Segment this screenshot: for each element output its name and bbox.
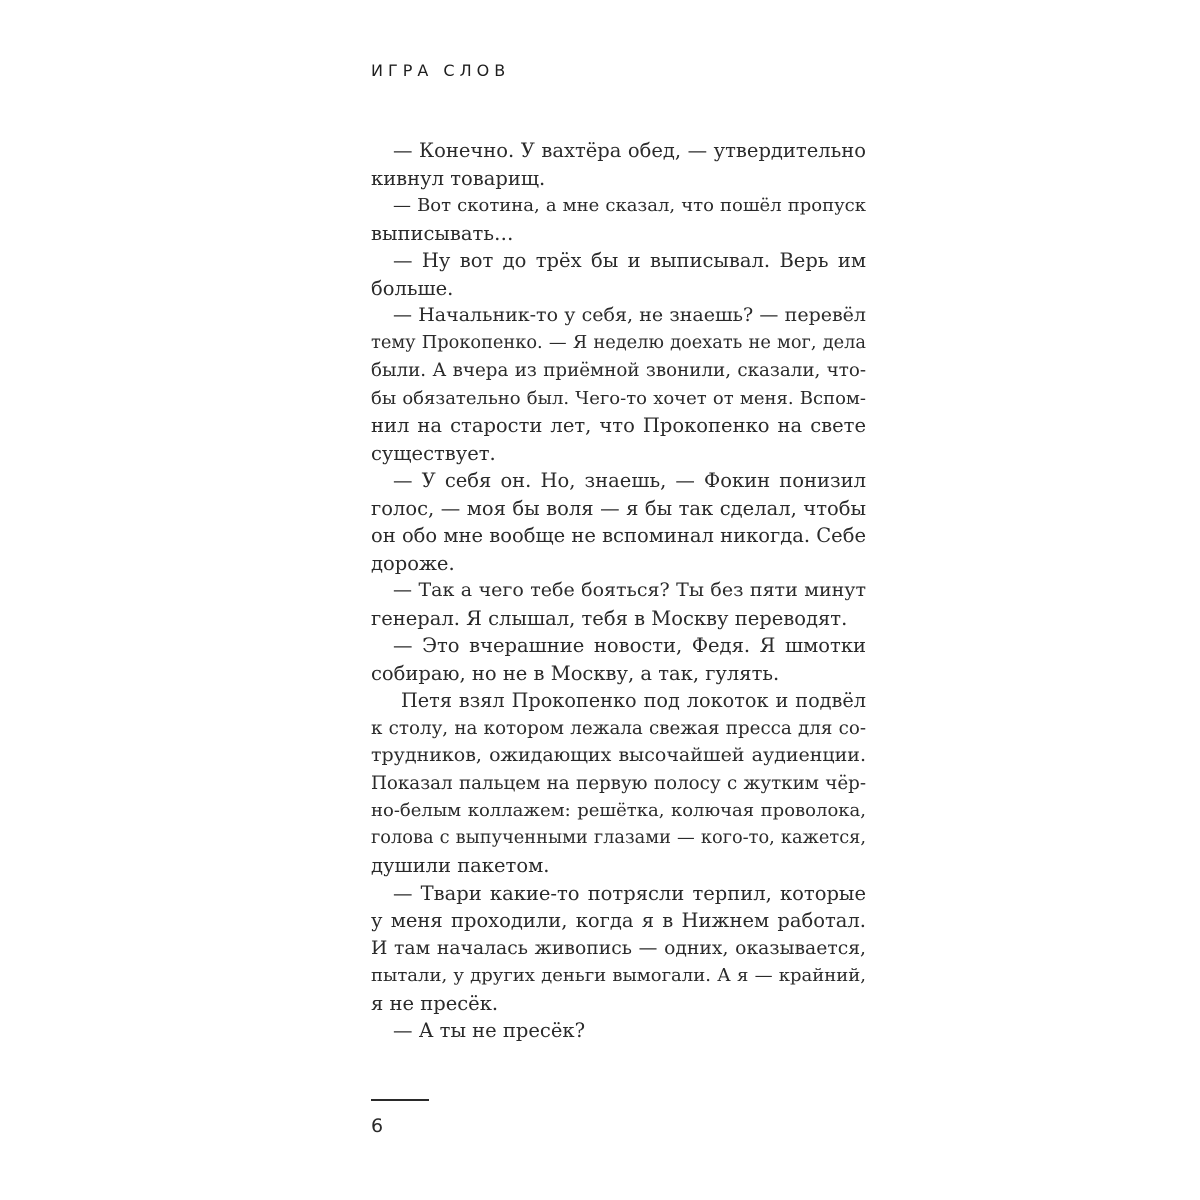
text-line: И там началась живопись — одних, оказывается, [371,937,866,959]
text-line: душили пакетом. [371,854,550,877]
text-line: — У себя он. Но, знаешь, — Фокин понизил [393,469,866,492]
text-line: — Конечно. У вахтёра обед, — утвердительно [393,139,866,162]
text-line: — Так а чего тебе бояться? Ты без пяти минут [393,579,866,601]
text-line: голова с выпученными глазами — кого-то, кажется, [371,827,866,848]
body-text [371,137,866,1045]
text-line: бы обязательно был. Чего-то хочет от меня. Вспом- [371,387,866,409]
text-line: кивнул товарищ. [371,166,546,190]
footer-rule [371,1099,429,1101]
text-line: тему Прокопенко. — Я неделю доехать не мог, дела [371,332,866,353]
text-line: я не пресёк. [371,991,499,1015]
text-line: нил на старости лет, что Прокопенко на свете [371,414,866,437]
text-line: существует. [371,441,496,465]
page-number: 6 [371,1115,384,1137]
text-line: трудников, ожидающих высочайшей аудиенции. [371,744,866,766]
text-line: но-белым коллажем: решётка, колючая проволока, [371,800,866,821]
text-line: — Ну вот до трёх бы и выписывал. Верь им [393,249,866,272]
text-line: — Это вчерашние новости, Федя. Я шмотки [393,634,866,657]
text-line: выписывать… [371,221,514,245]
text-line: Петя взял Прокопенко под локоток и подвёл [401,689,866,712]
running-head: ИГРА СЛОВ [371,61,511,80]
text-line: — А ты не пресёк? [393,1019,586,1042]
text-line: генерал. Я слышал, тебя в Москву переводят. [371,606,848,630]
text-line: больше. [371,276,454,300]
text-line: к столу, на котором лежала свежая пресса для со- [371,717,866,739]
text-line: пытали, у других деньги вымогали. А я — крайний, [371,965,866,986]
text-line: он обо мне вообще не вспоминал никогда. Себе [371,524,866,547]
text-line: — Твари какие-то потрясли терпил, которые [393,881,866,905]
text-line: были. А вчера из приёмной звонили, сказали, что- [371,360,866,381]
text-line: Показал пальцем на первую полосу с жутким чёр- [371,772,866,794]
text-line: голос, — моя бы воля — я бы так сделал, чтобы [371,496,866,520]
text-line: — Вот скотина, а мне сказал, что пошёл пропуск [393,195,866,216]
text-line: — Начальник-то у себя, не знаешь? — перевёл [393,304,866,326]
text-line: собираю, но не в Москву, а так, гулять. [371,661,780,685]
text-line: дороже. [371,551,455,575]
text-line: у меня проходили, когда я в Нижнем работал. [371,909,866,932]
